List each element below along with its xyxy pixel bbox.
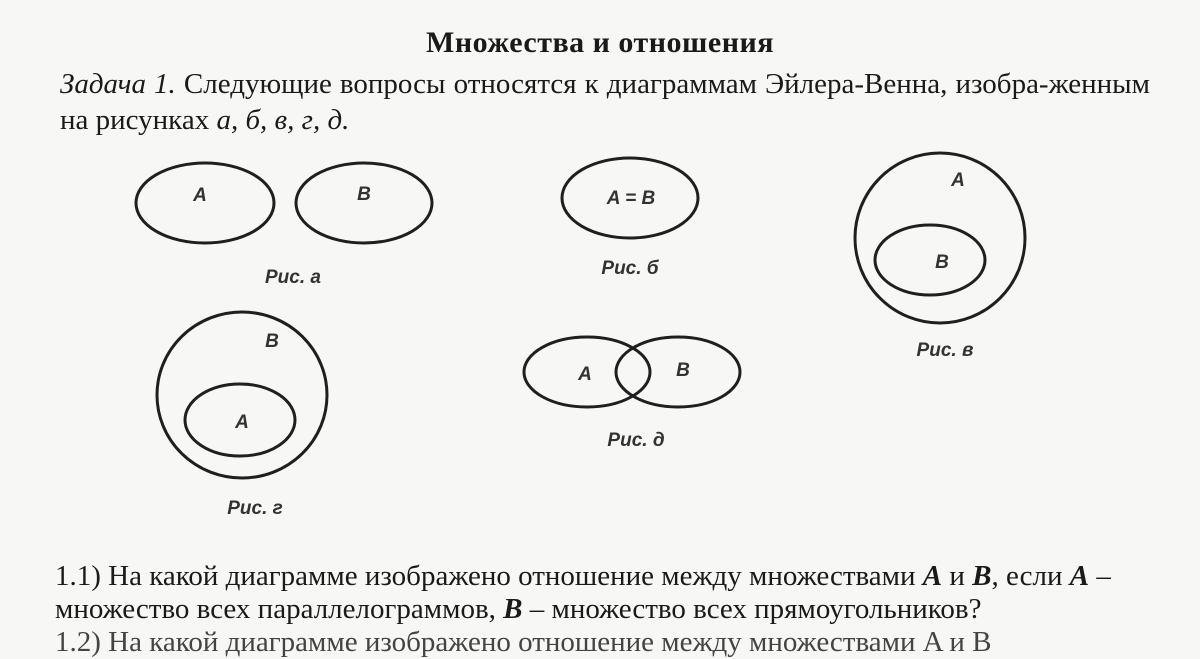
page-title: Множества и отношения [426, 26, 774, 59]
set-b-symbol-2: B [503, 593, 523, 625]
task-number: Задача 1. [60, 68, 176, 100]
fig-v-caption: Рис. в [916, 340, 974, 361]
set-b-symbol: B [972, 560, 992, 592]
set-a-symbol-2: A [1069, 560, 1090, 592]
question-1-2-cut-off: 1.2) На какой диаграмме изображено отношение между множествами A и B [55, 626, 992, 658]
question-text-4: – множество всех прямоугольников? [522, 593, 982, 625]
question-text-1: На какой диаграмме изображено отношение между множествами [108, 560, 923, 592]
fig-a-set-b-label: B [357, 184, 371, 205]
fig-d-set-b-label: B [676, 360, 690, 381]
fig-a-caption: Рис. а [265, 267, 321, 288]
set-a-symbol: A [922, 560, 943, 592]
fig-d-caption: Рис. д [607, 430, 665, 451]
fig-v-outer-ellipse [855, 153, 1025, 323]
task-figures: а, б, в, г, д. [216, 104, 350, 136]
question-text-and: и [942, 560, 973, 592]
task-text: Следующие вопросы относятся к диаграммам Эйлера-Венна, изобра-женным на рисунках [60, 68, 1150, 136]
fig-v-outer-label: A [951, 170, 965, 191]
fig-v-inner-ellipse [875, 225, 985, 295]
question-1-1 [55, 560, 1155, 626]
fig-d-set-a-label: A [578, 364, 592, 385]
fig-v-inner-label: B [935, 252, 949, 273]
fig-a-set-a-label: A [193, 185, 207, 206]
fig-b-set-label: A = B [606, 188, 656, 209]
fig-g-caption: Рис. г [227, 498, 283, 519]
fig-g-outer-ellipse [157, 312, 327, 478]
fig-g-outer-label: B [265, 331, 279, 352]
fig-g-inner-label: A [235, 412, 249, 433]
question-text-3: – множество всех параллелограммов, [55, 560, 1111, 625]
fig-b-caption: Рис. б [601, 258, 659, 279]
question-number: 1.1) [55, 560, 109, 592]
question-text-2: , если [991, 560, 1070, 592]
